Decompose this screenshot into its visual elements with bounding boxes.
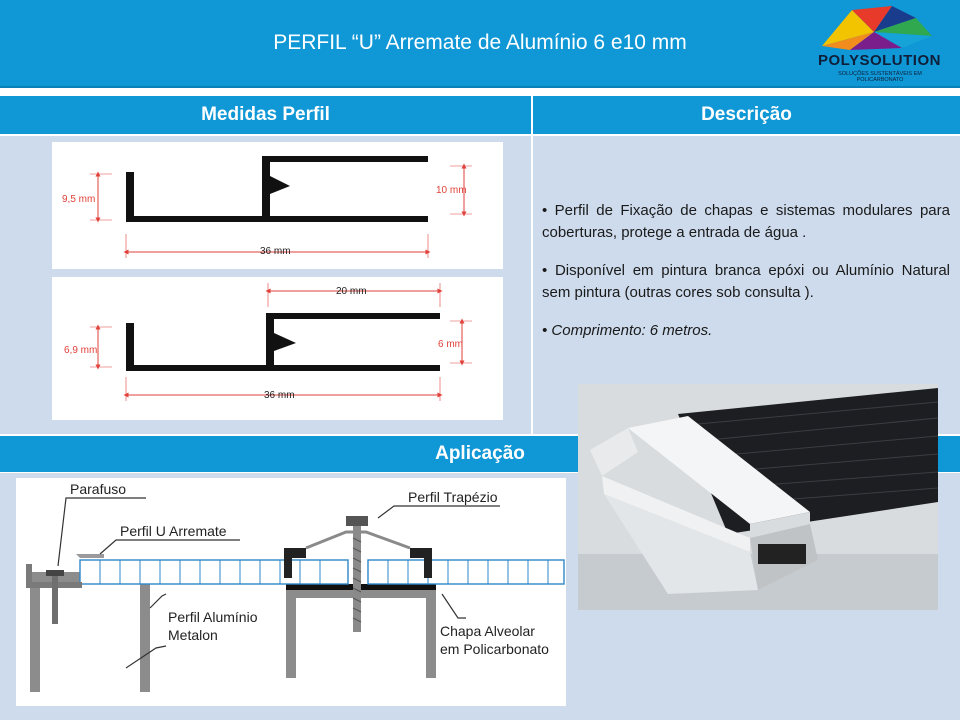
label-metalon-1: Perfil Alumínio	[168, 609, 258, 625]
logo-name: POLYSOLUTION	[818, 52, 941, 69]
title-bar	[0, 0, 960, 88]
profile-drawing-10mm	[52, 142, 503, 269]
profile-drawing-6mm	[52, 277, 503, 420]
label-chapa-1: Chapa Alveolar	[440, 623, 535, 639]
application-diagram	[16, 478, 566, 706]
description-list	[542, 200, 950, 358]
description-item-1: • Perfil de Fixação de chapas e sistemas modulares para coberturas, protege a entrada de água .	[542, 202, 950, 241]
header-aplicacao: Aplicação	[0, 436, 960, 472]
product-photo-drawing	[578, 384, 938, 610]
product-photo	[578, 384, 938, 610]
page-title: PERFIL “U” Arremate de Alumínio 6 e10 mm	[273, 31, 687, 54]
logo-tagline: SOLUÇÕES SUSTENTÁVEIS EM POLICARBONATO	[838, 71, 922, 83]
dim-right-bottom: 6 mm	[438, 339, 463, 350]
dim-left-bottom: 6,9 mm	[64, 345, 98, 356]
dim-top-bottom: 20 mm	[336, 286, 367, 297]
label-chapa-2: em Policarbonato	[440, 641, 549, 657]
dim-right-top: 10 mm	[436, 185, 467, 196]
header-descricao: Descrição	[533, 96, 960, 134]
dim-bottom-bottom: 36 mm	[264, 390, 295, 401]
dim-bottom-top: 36 mm	[260, 246, 291, 257]
label-perfil-u: Perfil U Arremate	[120, 523, 227, 539]
label-metalon-2: Metalon	[168, 627, 218, 643]
label-parafuso: Parafuso	[70, 481, 127, 497]
dim-left-top: 9,5 mm	[62, 194, 96, 205]
label-trapezio: Perfil Trapézio	[408, 489, 498, 505]
description-item-2: • Disponível em pintura branca epóxi ou Alumínio Natural sem pintura (outras cores sob consulta ).	[542, 262, 950, 301]
description-item-3: • Comprimento: 6 metros.	[542, 322, 713, 339]
header-medidas-perfil: Medidas Perfil	[0, 96, 531, 134]
